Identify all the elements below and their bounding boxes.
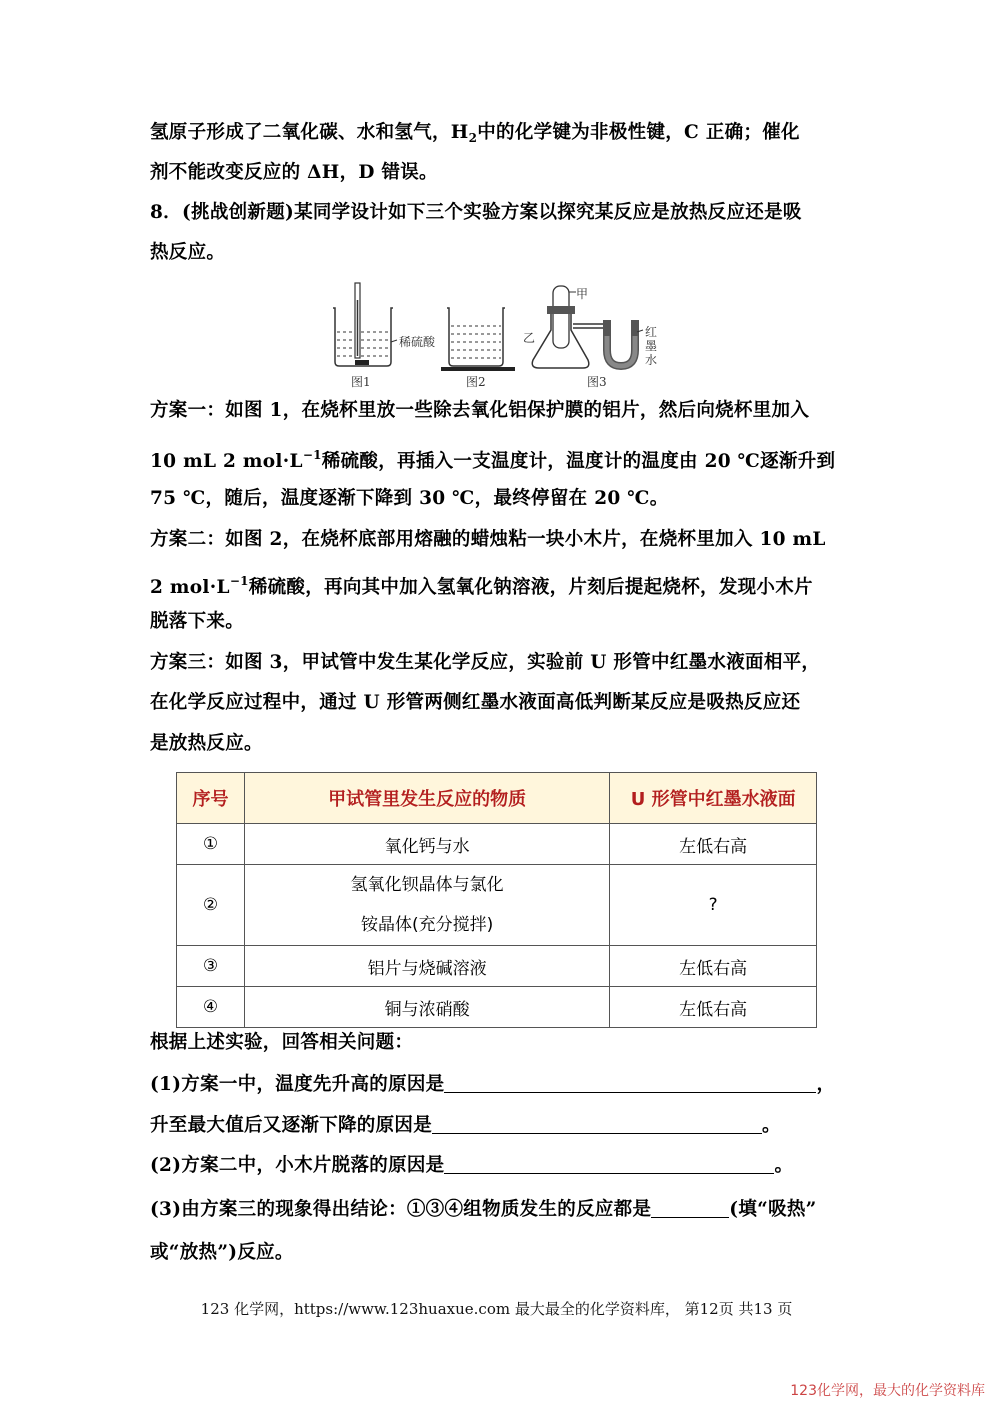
yi-label: 乙 <box>523 331 536 345</box>
beaker-1 <box>333 308 393 366</box>
header-number: 序号 <box>177 773 245 824</box>
page-footer: 123 化学网，https://www.123huaxue.com 最大最全的化学资料库， 第12页 共13 页 <box>200 1300 793 1318</box>
question-8-line-1: 8．(挑战创新题)某同学设计如下三个实验方案以探究某反应是放热反应还是吸 <box>150 202 802 223</box>
u-tube <box>607 320 635 366</box>
connecting-tube <box>573 324 607 328</box>
figure-1-label: 图1 <box>351 375 371 389</box>
test-tube-jia <box>553 286 569 348</box>
row-number: ④ <box>177 987 245 1028</box>
ink-label-2: 墨 <box>645 339 658 353</box>
text-line-1: 氢原子形成了二氧化碳、水和氢气，$H_2$中的化学键为非极性键，C 正确；催化 <box>150 122 800 145</box>
plan-1-line-1: 方案一：如图 1，在烧杯里放一些除去氧化铝保护膜的铝片，然后向烧杯里加入 <box>150 400 810 421</box>
aluminum-sheet <box>355 360 369 365</box>
beaker-2 <box>447 308 505 366</box>
answer-blank-2[interactable] <box>444 1155 774 1174</box>
plan-1-line-3: 75 ℃，随后，温度逐渐下降到 30 ℃，最终停留在 20 ℃。 <box>150 488 669 509</box>
row-result: 左低右高 <box>610 824 817 865</box>
table-row <box>177 987 817 1028</box>
figure-3-label: 图3 <box>587 375 607 389</box>
question-2: (2)方案二中，小木片脱落的原因是 。 <box>150 1155 794 1176</box>
question-8-line-2: 热反应。 <box>150 242 226 263</box>
answer-blank-1a[interactable] <box>444 1074 816 1093</box>
row-substance: 铜与浓硝酸 <box>244 987 609 1028</box>
row-number: ① <box>177 824 245 865</box>
table-row <box>177 824 817 865</box>
row-result: 左低右高 <box>610 987 817 1028</box>
question-3-line-1: (3)由方案三的现象得出结论：①③④组物质发生的反应都是 (填“吸热” <box>150 1199 817 1220</box>
plan-3-line-2: 在化学反应过程中，通过 U 形管两侧红墨水液面高低判断某反应是吸热反应还 <box>150 692 801 713</box>
plan-1-line-2: 10 mL 2 $mol\cdot L^{-1}$稀硫酸，再插入一支温度计，温度计的温度由 20 ℃逐渐升到 <box>150 448 836 472</box>
row-result: ? <box>610 865 817 946</box>
plan-2-line-2: 2 $mol\cdot L^{-1}$稀硫酸，再向其中加入氢氧化钠溶液，片刻后提起烧杯，发现小木片 <box>150 574 813 598</box>
plan-2-line-1: 方案二：如图 2，在烧杯底部用熔融的蜡烛粘一块小木片，在烧杯里加入 10 mL <box>150 529 826 550</box>
thermometer <box>355 283 360 358</box>
jia-label: 甲 <box>576 287 589 301</box>
row-substance: 氢氧化钡晶体与氯化 铵晶体(充分搅拌) <box>244 865 609 946</box>
table-row <box>177 865 817 946</box>
answer-blank-1b[interactable] <box>432 1115 762 1134</box>
text-line-2: 剂不能改变反应的 ΔH，D 错误。 <box>150 162 438 183</box>
table-row <box>177 946 817 987</box>
acid-label: 稀硫酸 <box>399 335 436 349</box>
question-1-line-2: 升至最大值后又逐渐下降的原因是 。 <box>150 1115 781 1136</box>
table-header-row <box>177 773 817 824</box>
row-result: 左低右高 <box>610 946 817 987</box>
header-substance: 甲试管里发生反应的物质 <box>244 773 609 824</box>
plan-2-line-3: 脱落下来。 <box>150 611 245 632</box>
apparatus-figure <box>325 280 670 392</box>
experiment-table <box>176 772 817 1028</box>
row-number: ② <box>177 865 245 946</box>
stopper <box>547 306 575 314</box>
wood-plate <box>441 367 515 371</box>
questions-intro: 根据上述实验，回答相关问题： <box>150 1032 414 1053</box>
row-substance: 氧化钙与水 <box>244 824 609 865</box>
figure-2-label: 图2 <box>466 375 486 389</box>
plan-3-line-3: 是放热反应。 <box>150 733 263 754</box>
question-3-line-2: 或“放热”)反应。 <box>150 1242 294 1263</box>
question-1-line-1: (1)方案一中，温度先升高的原因是 ， <box>150 1074 836 1095</box>
header-liquid-level: U 形管中红墨水液面 <box>610 773 817 824</box>
ink-label-3: 水 <box>645 353 658 367</box>
row-number: ③ <box>177 946 245 987</box>
ink-label-1: 红 <box>645 325 658 339</box>
row-substance: 铝片与烧碱溶液 <box>244 946 609 987</box>
watermark: 123化学网，最大的化学资料库 <box>790 1383 985 1399</box>
plan-3-line-1: 方案三：如图 3，甲试管中发生某化学反应，实验前 U 形管中红墨水液面相平， <box>150 652 821 673</box>
answer-blank-3[interactable] <box>651 1199 729 1218</box>
